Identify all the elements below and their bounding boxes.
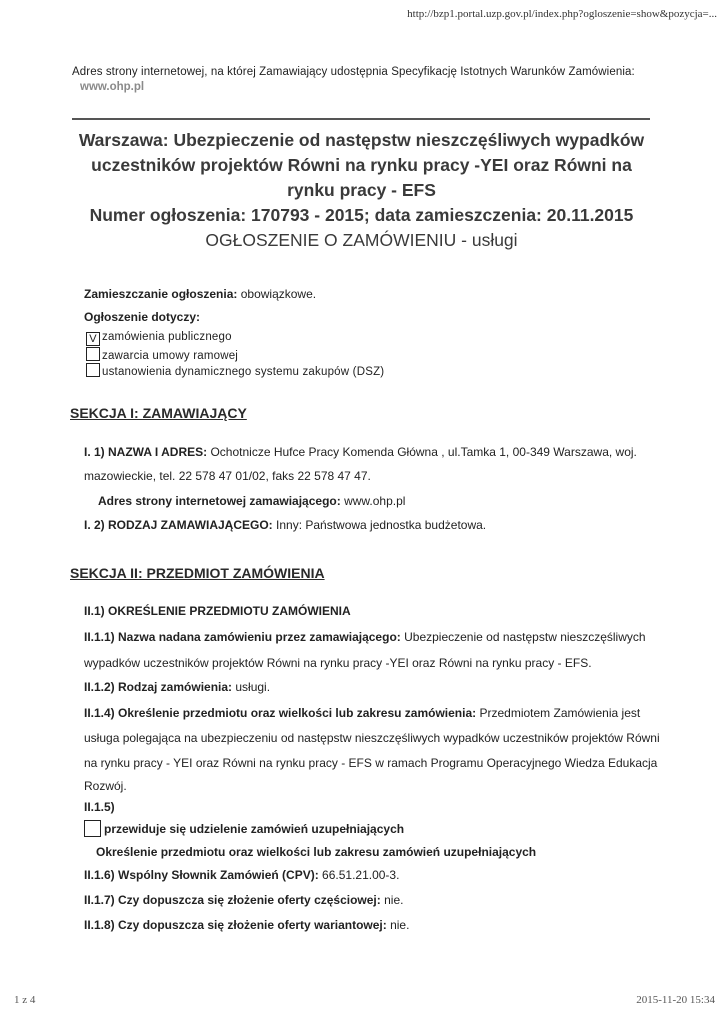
siwz-site-label: Adres strony internetowej, na której Zamawiający udostępnia Specyfikację Istotnych Warunków Zamówienia: [72, 66, 635, 78]
scope-value: Przedmiotem Zamówienia jest [476, 706, 641, 720]
partial-offer-value: nie. [380, 893, 404, 907]
page-number: 1 z 4 [14, 994, 36, 1006]
option-framework-agreement [86, 347, 238, 362]
section-2-heading: SEKCJA II: PRZEDMIOT ZAMÓWIENIA [70, 565, 325, 581]
checkbox-checked-icon: V [86, 332, 100, 346]
checkbox-empty-icon [84, 820, 101, 837]
title-line-1: Warszawa: Ubezpieczenie od następstw nieszczęśliwych wypadków [78, 130, 645, 150]
cpv-label: II.1.6) Wspólny Słownik Zamówień (CPV): [84, 868, 319, 882]
name-address-cont: mazowieckie, tel. 22 578 47 01/02, faks 22 578 47 47. [84, 469, 371, 483]
contracting-type-line [84, 518, 486, 532]
placement-label: Zamieszczanie ogłoszenia: [84, 287, 238, 301]
scope-cont-2: na rynku pracy - YEI oraz Równi na rynku pracy - EFS w ramach Programu Operacyjnego Wiedza Edukacja [84, 756, 658, 770]
contract-name-value: Ubezpieczenie od następstw nieszczęśliwych [400, 630, 646, 644]
cpv-line [84, 868, 399, 882]
option-label: zamówienia publicznego [102, 331, 232, 343]
website-label: Adres strony internetowej zamawiającego: [98, 494, 341, 508]
subject-heading: II.1) OKREŚLENIE PRZEDMIOTU ZAMÓWIENIA [84, 604, 351, 618]
section-1-heading: SEKCJA I: ZAMAWIAJĄCY [70, 405, 247, 421]
scope-cont-3: Rozwój. [84, 779, 127, 793]
contract-kind-label: II.1.2) Rodzaj zamówienia: [84, 680, 233, 694]
print-datetime: 2015-11-20 15:34 [636, 994, 715, 1006]
option-dps [86, 363, 384, 378]
placement-line [84, 287, 316, 301]
cpv-value: 66.51.21.00-3. [318, 868, 400, 882]
partial-offer-line [84, 893, 403, 907]
variant-offer-label: II.1.8) Czy dopuszcza się złożenie oferty wariantowej: [84, 918, 387, 932]
supplementary-label: II.1.5) [84, 800, 115, 814]
title-divider [72, 118, 650, 120]
name-address-line [84, 445, 637, 459]
notice-number-line: Numer ogłoszenia: 170793 - 2015; data zamieszczenia: 20.11.2015 [89, 205, 634, 225]
supplementary-option-label: przewiduje się udzielenie zamówień uzupełniających [104, 822, 405, 836]
scope-label: II.1.4) Określenie przedmiotu oraz wielkości lub zakresu zamówienia: [84, 706, 477, 720]
contract-kind-line [84, 680, 270, 694]
placement-value: obowiązkowe. [237, 287, 317, 301]
partial-offer-label: II.1.7) Czy dopuszcza się złożenie oferty częściowej: [84, 893, 381, 907]
name-address-value: Ochotnicze Hufce Pracy Komenda Główna , ul.Tamka 1, 00-349 Warszawa, woj. [207, 445, 637, 459]
contract-name-label: II.1.1) Nazwa nadana zamówieniu przez zamawiającego: [84, 630, 401, 644]
variant-offer-value: nie. [386, 918, 410, 932]
contract-name-cont: wypadków uczestników projektów Równi na rynku pracy -YEI oraz Równi na rynku pracy - EFS. [84, 656, 592, 670]
notice-type: OGŁOSZENIE O ZAMÓWIENIU [205, 230, 457, 250]
notice-title [74, 128, 649, 253]
title-line-2: uczestników projektów Równi na rynku pracy -YEI oraz Równi na [91, 155, 632, 175]
concerns-label: Ogłoszenie dotyczy: [84, 310, 201, 324]
title-line-3: rynku pracy - EFS [287, 180, 436, 200]
contracting-type-label: I. 2) RODZAJ ZAMAWIAJĄCEGO: [84, 518, 273, 532]
contract-kind-value: usługi. [232, 680, 271, 694]
website-value: www.ohp.pl [340, 494, 406, 508]
scope-cont-1: usługa polegająca na ubezpieczeniu od następstw nieszczęśliwych wypadków uczestników projektów Równi [84, 731, 660, 745]
contracting-type-value: Inny: Państwowa jednostka budżetowa. [272, 518, 487, 532]
option-label: ustanowienia dynamicznego systemu zakupów (DSZ) [102, 366, 385, 378]
name-address-label: I. 1) NAZWA I ADRES: [84, 445, 208, 459]
supplementary-option [84, 820, 404, 837]
contract-name-line [84, 630, 646, 644]
scope-line [84, 706, 640, 720]
option-label: zawarcia umowy ramowej [102, 350, 239, 362]
notice-type-line [74, 228, 649, 253]
page-url: http://bzp1.portal.uzp.gov.pl/index.php?ogloszenie=show&pozycja=... [407, 8, 717, 20]
supplementary-desc: Określenie przedmiotu oraz wielkości lub zakresu zamówień uzupełniających [96, 845, 537, 859]
option-public-contract [86, 331, 232, 346]
checkbox-empty-icon [86, 363, 100, 377]
notice-type-suffix: - usługi [456, 230, 518, 250]
website-line [98, 494, 405, 508]
variant-offer-line [84, 918, 409, 932]
checkbox-empty-icon [86, 347, 100, 361]
siwz-site-url: www.ohp.pl [80, 81, 145, 93]
